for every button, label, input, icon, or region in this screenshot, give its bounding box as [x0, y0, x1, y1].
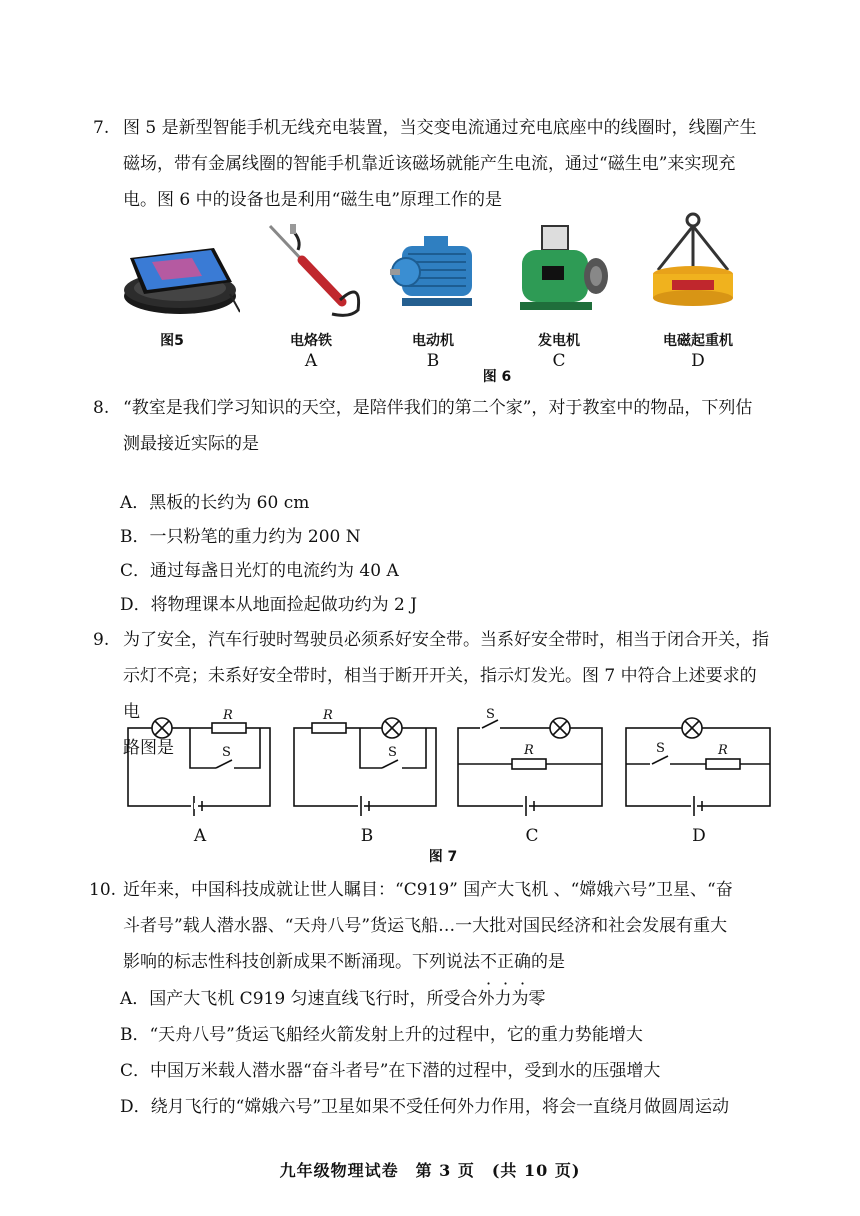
label-r-c: R: [524, 743, 534, 758]
label-s-b: S: [388, 745, 397, 760]
circuit-c: [458, 718, 602, 816]
fig5-caption: 图5: [160, 333, 184, 349]
label-r-a: R: [223, 708, 233, 723]
question-number: 9.: [93, 630, 110, 650]
option-b: B．“天舟八号”货运飞船经火箭发射上升的过程中，它的重力势能增大: [120, 1025, 643, 1045]
emphasis-char: 不: [480, 952, 497, 972]
option-a: A．黑板的长约为 60 cm: [120, 493, 310, 513]
generator-image: [512, 224, 612, 316]
question-text-line: 斗者号”载人潜水器、“天舟八号”货运飞船…一大批对国民经济和社会发展有重大: [123, 916, 728, 936]
item-letter-c: C: [552, 351, 566, 371]
electromagnetic-crane-image: [648, 212, 738, 322]
question-text-line: 图 5 是新型智能手机无线充电装置，当交变电流通过充电底座中的线圈时，线圈产生: [123, 118, 757, 138]
question-number: 10.: [89, 880, 117, 900]
circuit-letter-d: D: [692, 826, 706, 846]
emphasis-char: 确: [514, 952, 531, 972]
question-text-line: 为了安全，汽车行驶时驾驶员必须系好安全带。当系好安全带时，相当于闭合开关，指: [123, 630, 769, 650]
item-letter-b: B: [426, 351, 440, 371]
electric-motor-image: [388, 232, 484, 316]
option-d: D．将物理课本从地面捡起做功约为 2 J: [120, 595, 418, 615]
label-s-c: S: [486, 707, 495, 722]
option-b: B．一只粉笔的重力约为 200 N: [120, 527, 361, 547]
emphasis-char: 正: [497, 952, 514, 972]
question-7: [93, 110, 773, 218]
question-10: [89, 872, 773, 980]
option-c: C．通过每盏日光灯的电流约为 40 A: [120, 561, 399, 581]
item-name-c: 发电机: [538, 333, 580, 349]
question-number: 7.: [93, 118, 110, 138]
question-text-line: 影响的标志性科技创新成果不断涌现。下列说法不正确的是: [123, 952, 565, 972]
circuit-d: [626, 718, 770, 816]
circuit-b: [294, 718, 436, 816]
item-name-a: 电烙铁: [290, 333, 332, 349]
label-s-a: S: [222, 745, 231, 760]
question-text-line: 测最接近实际的是: [123, 434, 259, 454]
option-d: D．绕月飞行的“嫦娥六号”卫星如果不受任何外力作用，将会一直绕月做圆周运动: [120, 1097, 730, 1117]
label-r-d: R: [718, 743, 728, 758]
option-a: A．国产大飞机 C919 匀速直线飞行时，所受合外力为零: [120, 989, 546, 1009]
fig7-caption: 图 7: [428, 849, 458, 865]
label-r-b: R: [323, 708, 333, 723]
question-8: [93, 390, 773, 462]
circuit-letter-c: C: [525, 826, 539, 846]
item-letter-a: A: [304, 351, 318, 371]
item-name-b: 电动机: [412, 333, 454, 349]
fig6-caption: 图 6: [482, 369, 512, 385]
question-text-line: 电。图 6 中的设备也是利用“磁生电”原理工作的是: [123, 190, 503, 210]
label-s-d: S: [656, 741, 665, 756]
circuit-a: [128, 718, 270, 816]
circuit-letter-a: A: [193, 826, 207, 846]
question-text-line: 近年来，中国科技成就让世人瞩目：“C919” 国产大飞机 、“嫦娥六号”卫星、“奋: [123, 880, 733, 900]
circuit-letter-b: B: [360, 826, 374, 846]
question-text-line: 磁场，带有金属线圈的智能手机靠近该磁场就能产生电流，通过“磁生电”来实现充: [123, 154, 736, 174]
circuit-diagrams: [120, 706, 780, 818]
item-letter-d: D: [691, 351, 705, 371]
page-footer: 九年级物理试卷 第 3 页 (共 10 页): [279, 1161, 581, 1180]
question-text-line: 路图是: [123, 738, 174, 758]
option-c: C．中国万米载人潜水器“奋斗者号”在下潜的过程中，受到水的压强增大: [120, 1061, 661, 1081]
question-text-line: “教室是我们学习知识的天空，是陪伴我们的第二个家”，对于教室中的物品，下列估: [123, 398, 753, 418]
wireless-charger-image: [122, 228, 240, 320]
question-text-line: 示灯不亮；未系好安全带时，相当于断开开关，指示灯发光。图 7 中符合上述要求的电: [123, 666, 757, 722]
soldering-iron-image: [262, 220, 372, 320]
item-name-d: 电磁起重机: [663, 333, 733, 349]
question-number: 8.: [93, 398, 110, 418]
